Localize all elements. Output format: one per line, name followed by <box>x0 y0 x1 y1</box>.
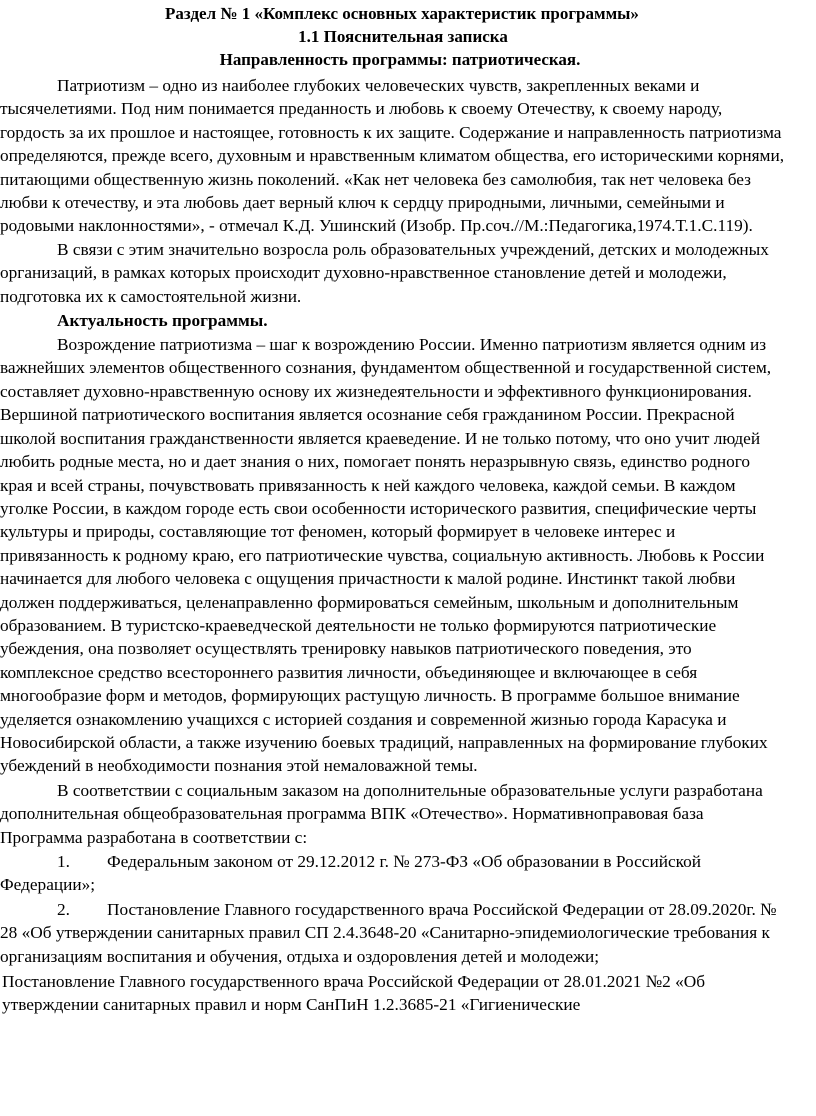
list-item-decree <box>0 898 786 968</box>
paragraph-role: В связи с этим значительно возросла роль образовательных учреждений, детских и молодежных организаций, в рамках которых происходит духовно-нравственное становление детей и молодежи, подготовка их к самостоятельной жизни. <box>0 239 769 306</box>
list-number: 1. <box>57 852 70 871</box>
list-item-law <box>0 850 786 897</box>
list-number: 2. <box>57 899 70 919</box>
paragraph-sanpin: Постановление Главного государственного врача Российской Федерации от 28.01.2021 №2 «Об утверждении санитарных правил и норм СанПиН 1.2.3685-21 «Гигиенические <box>2 972 706 1015</box>
paragraph-relevance: Возрождение патриотизма – шаг к возрождению России. Именно патриотизм является одним из важнейших элементов общественного сознания, фундаментом общественной и государственной систем, составляет духовно-нравственную основу их жизнедеятельности и эффективного функционирования. Вершиной патриотического воспитания является осознание себя гражданином России. Прекрасной школой воспитания гражданственности является краеведение. И не только потому, что оно учит людей любить родные места, но и дает знания о них, помогает понять неразрывную связь, единство родного края и всей страны, почувствовать привязанность к ней каждого человека, каждой семьи. В каждом уголке России, в каждом городе есть свои особенности исторического развития, специфические черты культуры и природы, составляющие тот феномен, который формирует в человеке интерес и привязанность к родному краю, его патриотические чувства, социальную активность. Любовь к России начинается для любого человека с ощущения причастности к малой родине. Инстинкт такой любви должен поддерживаться, целенаправленно формироваться семейным, школьным и дополнительным образованием. В туристско-краеведческой деятельности не только формируются патриотические убеждения, она позволяет осуществлять тренировку навыков патриотического поведения, это комплексное средство всестороннего развития личности, объединяющее и включающее в себя многообразие форм и методов, формирующих растущую личность. В программе большое внимание уделяется ознакомлению учащихся с историей создания и современной жизнью города Карасука и Новосибирской области, а также изучению боевых традиций, направленных на формирование глубоких убеждений в необходимости познания этой немаловажной темы. <box>0 335 772 776</box>
list-text: Постановление Главного государственного врача Российской Федерации от 28.09.2020г. № 28 «Об утверждении санитарных правил СП 2.4.3648-20 «Санитарно-эпидемиологические требования к организациям воспитания и обучения, отдыха и оздоровления детей и молодежи; <box>0 899 777 966</box>
subsection-title: 1.1 Пояснительная записка <box>298 27 508 46</box>
relevance-heading: Актуальность программы. <box>57 311 268 331</box>
list-text: Федеральным законом от 29.12.2012 г. № 273-ФЗ «Об образовании в Российской Федерации»; <box>0 852 702 895</box>
paragraph-basis: В соответствии с социальным заказом на дополнительные образовательные услуги разработана дополнительная общеобразовательная программа ВПК «Отечество». Нормативноправовая база Программа разработана в соответствии с: <box>0 780 763 847</box>
direction-title: Направленность программы: патриотическая. <box>219 50 581 69</box>
paragraph-patriotism: Патриотизм – одно из наиболее глубоких человеческих чувств, закрепленных веками и тысячелетиями. Под ним понимается преданность и любовь к своему Отечеству, к своему народу, гордость за их прошлое и настоящее, готовность к их защите. Содержание и направленность патриотизма определяются, прежде всего, духовным и нравственным климатом общества, его историческими корнями, питающими общественную жизнь поколений. «Как нет человека без самолюбия, так нет человека без любви к отечеству, и эта любовь дает верный ключ к сердцу природными, личными, семейными и родовыми наклонностями», - отмечал К.Д. Ушинский (Изобр. Пр.соч.//М.:Педагогика,1974.Т.1.С.119). <box>0 76 785 236</box>
section-title: Раздел № 1 «Комплекс основных характеристик программы» <box>165 4 639 23</box>
